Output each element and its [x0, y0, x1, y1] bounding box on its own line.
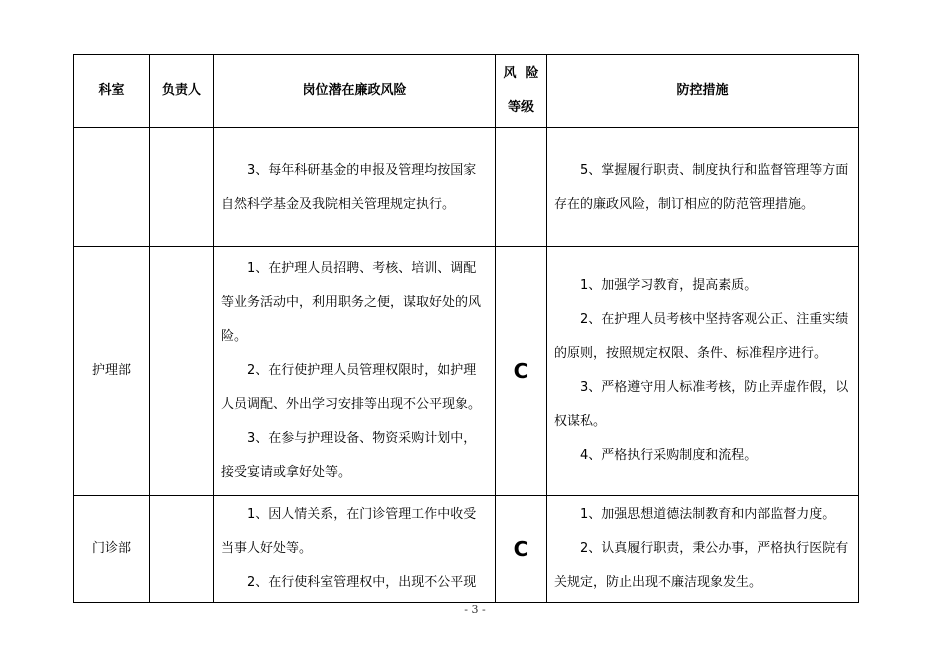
header-owner: 负责人 [150, 55, 214, 128]
page-number: - 3 - [464, 603, 486, 616]
risk-item: 3、在参与护理设备、物资采购计划中，接受宴请或拿好处等。 [221, 431, 477, 480]
table-row [74, 496, 859, 603]
header-measures: 防控措施 [547, 55, 859, 128]
measure-cell [547, 247, 859, 496]
header-level-line2: 等级 [507, 100, 534, 115]
dept-cell [74, 128, 150, 247]
risk-item: 2、在行使护理人员管理权限时，如护理人员调配、外出学习安排等出现不公平现象。 [221, 363, 482, 412]
risk-control-table [73, 54, 859, 603]
measure-item: 1、加强学习教育，提高素质。 [580, 278, 758, 293]
header-level-line1: 风 险 [503, 66, 539, 81]
measure-cell [547, 496, 859, 603]
owner-cell [150, 128, 214, 247]
risk-cell [214, 496, 496, 603]
header-risk: 岗位潜在廉政风险 [214, 55, 496, 128]
measure-cell [547, 128, 859, 247]
owner-cell [150, 496, 214, 603]
risk-cell [214, 247, 496, 496]
measure-item: 1、加强思想道德法制教育和内部监督力度。 [580, 507, 836, 522]
header-dept: 科室 [74, 55, 150, 128]
risk-item: 2、在行使科室管理权中，出现不公平现 [247, 575, 477, 590]
measure-item: 4、严格执行采购制度和流程。 [580, 448, 758, 463]
measure-item: 3、严格遵守用人标准考核，防止弄虚作假，以权谋私。 [554, 380, 849, 429]
risk-item: 1、因人情关系，在门诊管理工作中收受当事人好处等。 [221, 507, 477, 556]
measure-item: 2、在护理人员考核中坚持客观公正、注重实绩的原则，按照规定权限、条件、标准程序进行。 [554, 312, 849, 361]
header-level [496, 55, 547, 128]
level-cell [496, 128, 547, 247]
measure-item: 2、认真履行职责，秉公办事，严格执行医院有关规定，防止出现不廉洁现象发生。 [554, 541, 849, 590]
level-cell: C [496, 496, 547, 603]
risk-item: 1、在护理人员招聘、考核、培训、调配等业务活动中，利用职务之便，谋取好处的风险。 [221, 261, 482, 344]
dept-cell: 护理部 [74, 247, 150, 496]
table-row [74, 128, 859, 247]
table-header-row [74, 55, 859, 128]
risk-cell [214, 128, 496, 247]
risk-item: 3、每年科研基金的申报及管理均按国家自然科学基金及我院相关管理规定执行。 [221, 163, 477, 212]
owner-cell [150, 247, 214, 496]
dept-cell: 门诊部 [74, 496, 150, 603]
measure-item: 5、掌握履行职责、制度执行和监督管理等方面存在的廉政风险，制订相应的防范管理措施。 [554, 163, 849, 212]
table-row [74, 247, 859, 496]
level-cell: C [496, 247, 547, 496]
